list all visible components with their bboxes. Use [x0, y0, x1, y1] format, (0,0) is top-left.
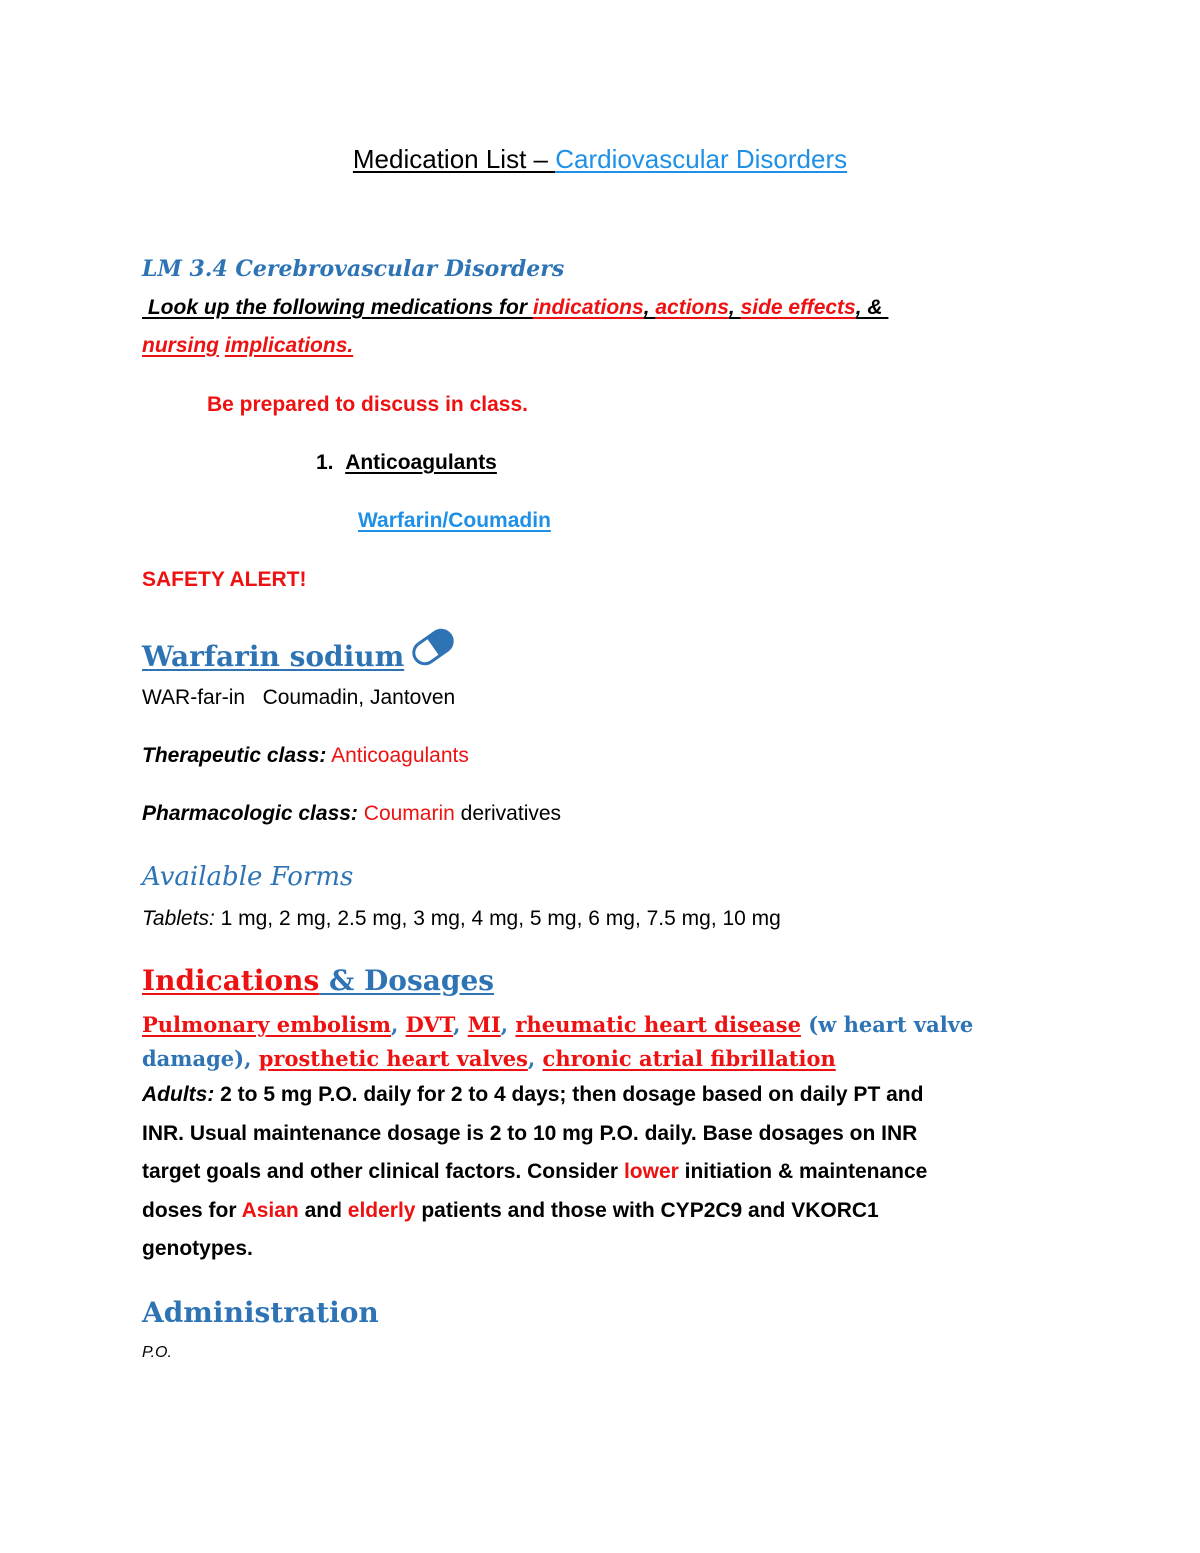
dosage-text: doses for — [142, 1199, 242, 1222]
lm-heading: LM 3.4 Cerebrovascular Disorders — [142, 256, 565, 282]
brand-names: Coumadin, Jantoven — [262, 686, 456, 709]
document-title — [0, 144, 1200, 175]
indications-line-2 — [142, 1046, 836, 1071]
indication-rhd: rheumatic heart disease — [515, 1012, 801, 1037]
separator: , — [643, 296, 656, 319]
keyword-asian: Asian — [241, 1199, 299, 1222]
list-number: 1. — [316, 451, 334, 474]
separator: , — [453, 1012, 468, 1037]
tablets-value: 1 mg, 2 mg, 2.5 mg, 3 mg, 4 mg, 5 mg, 6 mg, 7.5 mg, 10 mg — [214, 907, 781, 930]
keyword-indications: indications — [532, 296, 644, 319]
adult-dosage-line-4 — [142, 1199, 879, 1223]
adult-dosage-line-5: genotypes. — [142, 1237, 253, 1260]
dosage-text: initiation & maintenance — [678, 1160, 928, 1183]
keyword-nursing: nursing — [142, 334, 219, 357]
keyword-implications: implications. — [224, 334, 354, 357]
dosage-text: patients and those with CYP2C9 and VKORC1 — [415, 1199, 879, 1222]
separator: , — [500, 1012, 516, 1037]
list-category: Anticoagulants — [345, 451, 497, 474]
separator: , — [391, 1012, 406, 1037]
instructions-line-2 — [142, 334, 353, 358]
indications-heading — [142, 964, 494, 997]
title-topic: Cardiovascular Disorders — [555, 144, 848, 174]
indication-note: (w heart valve — [800, 1012, 974, 1037]
list-item-anticoagulants — [316, 451, 497, 475]
dosage-text: 2 to 5 mg P.O. daily for 2 to 4 days; then dosage based on daily PT and — [214, 1083, 924, 1106]
separator: , — [728, 296, 741, 319]
indications-heading-blue: & Dosages — [319, 964, 495, 997]
adult-dosage-line-1 — [142, 1083, 923, 1107]
indication-dvt: DVT — [405, 1012, 454, 1037]
instructions-line-1 — [142, 296, 888, 320]
dosage-text: target goals and other clinical factors. Consider — [142, 1160, 624, 1183]
indication-caf: chronic atrial fibrillation — [542, 1046, 836, 1071]
pronunciation: WAR-far-in — [142, 686, 246, 709]
drug-link-warfarin[interactable]: Warfarin/Coumadin — [358, 509, 551, 532]
adult-dosage-line-2: INR. Usual maintenance dosage is 2 to 10 mg P.O. daily. Base dosages on INR — [142, 1122, 918, 1145]
administration-route: P.O. — [142, 1344, 172, 1361]
pharmacologic-class — [142, 802, 561, 826]
adult-dosage-line-3 — [142, 1160, 927, 1184]
pill-capsule-icon — [408, 622, 458, 672]
keyword-side-effects: side effects — [740, 296, 856, 319]
pharmacologic-value: Coumarin — [363, 802, 455, 825]
keyword-lower: lower — [623, 1160, 679, 1183]
separator: , — [527, 1046, 543, 1071]
indications-heading-red: Indications — [142, 964, 320, 997]
available-forms-heading: Available Forms — [142, 862, 354, 892]
indication-mi: MI — [467, 1012, 501, 1037]
instructions-lead: Look up the following medications for — [142, 296, 533, 319]
safety-alert: SAFETY ALERT! — [142, 568, 307, 591]
pharmacologic-suffix: derivatives — [454, 802, 562, 825]
drug-name: Warfarin sodium — [142, 640, 405, 673]
administration-heading: Administration — [142, 1296, 379, 1329]
keyword-elderly: elderly — [347, 1199, 416, 1222]
adults-label: Adults: — [142, 1083, 215, 1106]
therapeutic-label: Therapeutic class: — [142, 744, 327, 767]
keyword-actions: actions — [655, 296, 729, 319]
tablets-label: Tablets: — [142, 907, 215, 930]
indication-pe: Pulmonary embolism — [142, 1012, 391, 1037]
pharmacologic-label: Pharmacologic class: — [142, 802, 358, 825]
indication-note-cont: damage), — [142, 1046, 259, 1071]
prepare-note: Be prepared to discuss in class. — [207, 393, 528, 416]
therapeutic-value: Anticoagulants — [331, 744, 469, 767]
indication-phv: prosthetic heart valves — [258, 1046, 528, 1071]
pronunciation-line — [142, 686, 455, 710]
indications-line-1 — [142, 1012, 973, 1037]
therapeutic-class — [142, 744, 469, 768]
tablet-strengths — [142, 907, 781, 931]
title-prefix: Medication List – — [352, 144, 556, 174]
dosage-text: and — [298, 1199, 348, 1222]
separator: , & — [855, 296, 889, 319]
